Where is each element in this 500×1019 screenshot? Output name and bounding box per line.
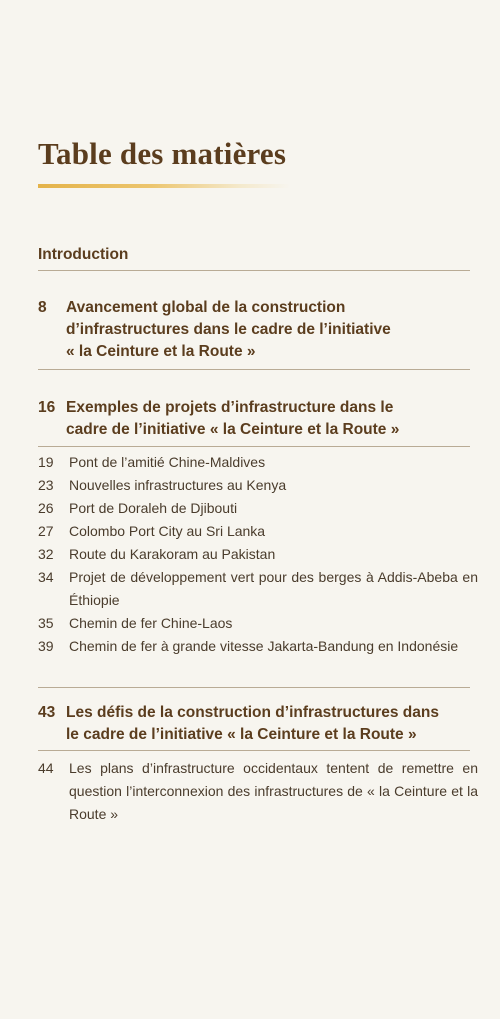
page-title: Table des matières bbox=[38, 136, 287, 171]
entry-title: Projet de développement vert pour des berges à Addis-Abeba en Éthiopie bbox=[69, 569, 478, 608]
toc-section-3[interactable] bbox=[38, 702, 470, 746]
entry-page-number: 27 bbox=[38, 523, 54, 539]
list-item[interactable] bbox=[38, 543, 478, 566]
entry-title: Colombo Port City au Sri Lanka bbox=[69, 523, 266, 539]
section-title-line: Avancement global de la construction bbox=[66, 299, 346, 316]
list-item[interactable] bbox=[38, 520, 478, 543]
entry-title: Chemin de fer à grande vitesse Jakarta-Bandung en Indonésie bbox=[69, 638, 459, 654]
section-page-number: 43 bbox=[38, 704, 56, 721]
section-title-line: « la Ceinture et la Route » bbox=[66, 343, 256, 360]
section-title-line: cadre de l’initiative « la Ceinture et la Route » bbox=[66, 421, 400, 438]
list-item[interactable] bbox=[38, 757, 478, 826]
list-item[interactable] bbox=[38, 635, 478, 658]
entry-page-number: 26 bbox=[38, 500, 54, 516]
entry-page-number: 32 bbox=[38, 546, 54, 562]
section-2-entries bbox=[38, 451, 478, 658]
title-underline-decoration bbox=[38, 184, 290, 188]
toc-section-1[interactable] bbox=[38, 297, 470, 363]
divider bbox=[38, 446, 470, 447]
entry-title: Pont de l’amitié Chine-Maldives bbox=[69, 454, 266, 470]
section-3-entries bbox=[38, 757, 478, 826]
divider bbox=[38, 750, 470, 751]
section-page-number: 8 bbox=[38, 299, 47, 316]
section-page-number: 16 bbox=[38, 399, 56, 416]
divider bbox=[38, 687, 470, 688]
entry-title: Port de Doraleh de Djibouti bbox=[69, 500, 238, 516]
section-title-line: d’infrastructures dans le cadre de l’initiative bbox=[66, 321, 391, 338]
section-title-line: Exemples de projets d’infrastructure dans le bbox=[66, 399, 394, 416]
entry-title: Nouvelles infrastructures au Kenya bbox=[69, 477, 287, 493]
entry-title: Les plans d’infrastructure occidentaux tentent de remettre en question l’interconnexion des infrastructures de « la Ceinture et la Route » bbox=[69, 760, 478, 822]
entry-page-number: 44 bbox=[38, 760, 54, 776]
divider bbox=[38, 270, 470, 271]
toc-introduction[interactable]: Introduction bbox=[38, 246, 129, 263]
entry-page-number: 23 bbox=[38, 477, 54, 493]
toc-section-2[interactable] bbox=[38, 397, 470, 441]
list-item[interactable] bbox=[38, 451, 478, 474]
entry-page-number: 34 bbox=[38, 569, 54, 585]
list-item[interactable] bbox=[38, 566, 478, 612]
entry-page-number: 19 bbox=[38, 454, 54, 470]
entry-title: Route du Karakoram au Pakistan bbox=[69, 546, 276, 562]
divider bbox=[38, 369, 470, 370]
list-item[interactable] bbox=[38, 474, 478, 497]
entry-title: Chemin de fer Chine-Laos bbox=[69, 615, 233, 631]
entry-page-number: 39 bbox=[38, 638, 54, 654]
section-title-line: le cadre de l’initiative « la Ceinture et la Route » bbox=[66, 726, 417, 743]
section-title-line: Les défis de la construction d’infrastructures dans bbox=[66, 704, 439, 721]
list-item[interactable] bbox=[38, 497, 478, 520]
entry-page-number: 35 bbox=[38, 615, 54, 631]
list-item[interactable] bbox=[38, 612, 478, 635]
